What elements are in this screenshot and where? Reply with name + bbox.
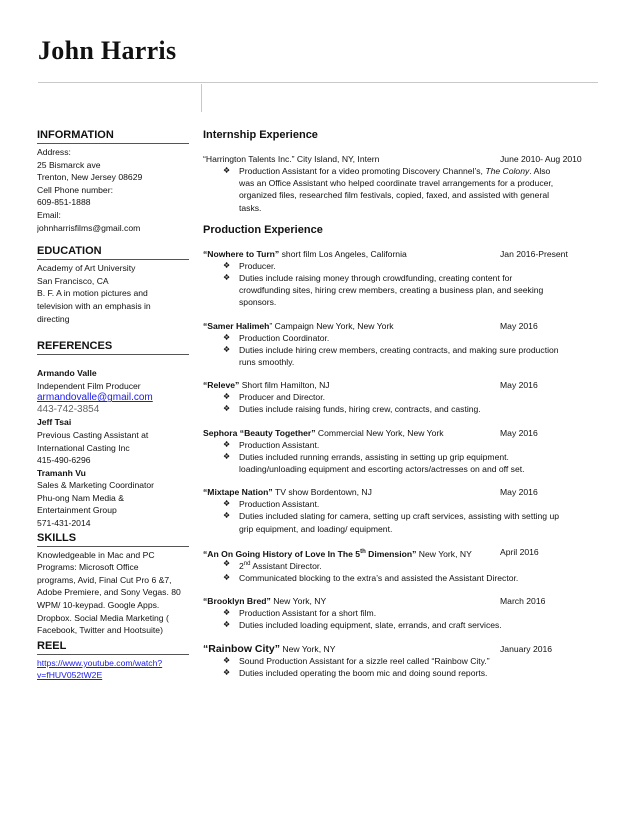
bullet-icon: ❖ xyxy=(223,273,231,283)
job-header xyxy=(203,643,601,655)
production-entries xyxy=(203,248,601,679)
bullet-item xyxy=(203,332,601,344)
job-date: January 2016 xyxy=(500,643,553,654)
education-heading: EDUCATION xyxy=(37,245,189,260)
bullet-continuation: tasks. xyxy=(239,202,262,213)
bullet-item xyxy=(203,165,601,177)
bullet-icon: ❖ xyxy=(223,572,231,582)
bullet-icon: ❖ xyxy=(223,260,231,270)
education-line: B. F. A in motion pictures and xyxy=(37,288,148,299)
bullet-item xyxy=(203,344,601,356)
info-line: Cell Phone number: xyxy=(37,184,113,195)
reel-link-line: v=fHUV052tW2E xyxy=(37,670,103,681)
bullet-text: 2 xyxy=(239,560,244,571)
references-heading: REFERENCES xyxy=(37,340,189,355)
bullet-continuation: crowdfunding sites, hiring crew members, creating a business plan, and seeking xyxy=(239,285,544,296)
info-line: Trenton, New Jersey 08629 xyxy=(37,172,143,183)
bullet-text: Duties included operating the boom mic and doing sound reports. xyxy=(239,667,488,678)
info-line: Email: xyxy=(37,209,61,220)
bullet-text: . Also xyxy=(529,166,551,176)
job-title xyxy=(203,595,326,607)
production-job xyxy=(203,595,601,631)
bullet-icon: ❖ xyxy=(223,511,231,521)
ref2-block xyxy=(37,429,189,467)
bullet-sup-text: nd xyxy=(243,560,251,567)
job-header xyxy=(203,486,601,498)
production-job xyxy=(203,546,601,584)
production-heading: Production Experience xyxy=(203,223,323,236)
reel-link[interactable] xyxy=(37,657,189,682)
job-detail: New York, NY xyxy=(416,548,472,559)
ref2-name: Jeff Tsai xyxy=(37,417,72,428)
bullet-item xyxy=(203,510,601,522)
bullet-text: Producer. xyxy=(239,260,276,271)
job-detail: short film Los Angeles, California xyxy=(279,248,407,259)
ref3-line: Phu-ong Nam Media & xyxy=(37,492,124,503)
education-line: directing xyxy=(37,313,70,324)
job-header xyxy=(203,320,601,332)
job-title xyxy=(203,379,330,391)
production-job xyxy=(203,248,601,309)
job-detail: New York, NY xyxy=(280,643,336,654)
reel-heading: REEL xyxy=(37,640,189,655)
job-name-sup: th xyxy=(360,548,366,555)
reel-link-line: https://www.youtube.com/watch? xyxy=(37,657,163,668)
bullet-continuation: runs smoothly. xyxy=(239,357,295,368)
internship-entry xyxy=(203,153,601,214)
job-name: “Brooklyn Bred” xyxy=(203,596,271,607)
bullet-item xyxy=(203,558,601,572)
bullet-icon: ❖ xyxy=(223,404,231,414)
bullet-icon: ❖ xyxy=(223,166,231,175)
info-line: 609-851-1888 xyxy=(37,197,91,208)
ref3-line: 571-431-2014 xyxy=(37,518,91,529)
bullet-item xyxy=(203,403,601,415)
column-divider-mark xyxy=(201,84,202,112)
production-job xyxy=(203,320,601,369)
info-line: Address: xyxy=(37,147,71,157)
bullet-item xyxy=(203,439,601,451)
bullet-continuation: was an Office Assistant who helped coordinate travel arrangements for a producer, xyxy=(239,178,554,189)
skills-block xyxy=(37,549,189,637)
bullet-continuation: loading/unloading equipment and escorting actors/actresses on and off set. xyxy=(239,464,525,475)
job-title xyxy=(203,320,394,332)
bullet-icon: ❖ xyxy=(223,451,231,461)
job-name: Sephora “Beauty Together” xyxy=(203,427,316,438)
job-header xyxy=(203,153,601,165)
resume-name: John Harris xyxy=(38,36,177,65)
bullet-text: Sound Production Assistant for a sizzle reel called “Rainbow City.” xyxy=(239,655,490,666)
bullet-item xyxy=(203,391,601,403)
job-detail: New York, NY xyxy=(270,596,327,607)
production-job xyxy=(203,486,601,535)
bullet-item xyxy=(203,451,601,463)
ref1-email-link[interactable]: armandovalle@gmail.com xyxy=(37,392,153,404)
ref3-block xyxy=(37,479,189,529)
bullet-icon: ❖ xyxy=(223,620,231,630)
skills-line: Facebook, Twitter and Hootsuite) xyxy=(37,625,163,636)
job-title: “Harrington Talents Inc.” City Island, NY, Intern xyxy=(203,154,380,164)
bullet-continuation: grip equipment, and loading/ equipment. xyxy=(239,523,393,534)
ref3-line: Entertainment Group xyxy=(37,505,117,516)
bullet-text: Duties included slating for camera, setting up craft services, assisting with setting up xyxy=(239,511,560,522)
job-header xyxy=(203,546,601,558)
bullet-icon: ❖ xyxy=(223,344,231,354)
production-job xyxy=(203,643,601,679)
info-line: johnharrisfilms@gmail.com xyxy=(37,222,141,233)
education-line: San Francisco, CA xyxy=(37,275,109,286)
ref1-phone: 443-742-3854 xyxy=(37,404,100,416)
job-header xyxy=(203,379,601,391)
ref3-name: Tramanh Vu xyxy=(37,467,86,478)
bullet-text: Production Assistant for a short film. xyxy=(239,608,377,619)
bullet-item xyxy=(203,498,601,510)
job-detail: TV show Bordentown, NJ xyxy=(272,487,372,498)
bullet-icon: ❖ xyxy=(223,332,231,342)
production-job xyxy=(203,427,601,476)
bullet-text: Communicated blocking to the extra’s and assisted the Assistant Director. xyxy=(239,572,519,583)
bullet-item xyxy=(203,272,601,284)
job-date: April 2016 xyxy=(500,546,539,557)
job-name: “Samer Halimeh xyxy=(203,320,270,331)
job-title xyxy=(203,248,407,260)
education-line: television with an emphasis in xyxy=(37,300,151,311)
left-column xyxy=(37,129,189,682)
bullet-icon: ❖ xyxy=(223,608,231,618)
bullet-text: Duties included loading equipment, slate, errands, and craft services. xyxy=(239,620,502,631)
skills-heading: SKILLS xyxy=(37,532,189,547)
skills-line: WPM/ 10-keypad. Google Apps. xyxy=(37,600,160,611)
info-line: 25 Bismarck ave xyxy=(37,159,101,170)
job-detail: ” Campaign New York, New York xyxy=(269,320,394,331)
bullet-text: Duties include raising funds, hiring crew, contracts, and casting. xyxy=(239,404,481,415)
bullet-continuation: sponsors. xyxy=(239,297,277,308)
job-name: “An On Going History of Love In The 5 xyxy=(203,548,361,559)
header-divider xyxy=(38,82,598,83)
skills-line: programs, Avid, Final Cut Pro 6 &7, xyxy=(37,574,172,585)
job-date: Jan 2016-Present xyxy=(500,248,568,259)
education-line: Academy of Art University xyxy=(37,263,136,274)
job-date: May 2016 xyxy=(500,320,538,331)
job-date: June 2010- Aug 2010 xyxy=(500,154,582,164)
job-name-cont: Dimension” xyxy=(365,548,417,559)
ref3-line: Sales & Marketing Coordinator xyxy=(37,480,155,491)
bullet-continuation: organized files, researched film festivals, copied, faxed, and assisted with general xyxy=(239,190,550,201)
job-title xyxy=(203,486,372,498)
bullet-text: Production Assistant for a video promoting Discovery Channel’s, xyxy=(239,166,486,176)
skills-line: Adobe Premiere, and Sony Vegas. 80 xyxy=(37,587,181,598)
production-job xyxy=(203,379,601,415)
job-detail: Commercial New York, New York xyxy=(315,427,444,438)
job-title xyxy=(203,643,335,655)
job-header xyxy=(203,248,601,260)
job-date: May 2016 xyxy=(500,487,538,498)
job-name: “Nowhere to Turn” xyxy=(203,248,280,259)
bullet-icon: ❖ xyxy=(223,499,231,509)
bullet-text: Production Assistant. xyxy=(239,499,320,510)
bullet-text: Producer and Director. xyxy=(239,392,325,403)
job-name: “Releve” xyxy=(203,380,240,391)
bullet-icon: ❖ xyxy=(223,667,231,677)
ref2-line: International Casting Inc xyxy=(37,442,130,453)
bullet-text: Duties included running errands, assisting in setting up grip equipment. xyxy=(239,451,509,462)
bullet-icon: ❖ xyxy=(223,558,231,568)
education-block xyxy=(37,262,189,325)
right-column xyxy=(203,129,601,679)
bullet-icon: ❖ xyxy=(223,392,231,402)
bullet-item xyxy=(203,260,601,272)
ref1-title: Independent Film Producer xyxy=(37,380,141,391)
bullet-item xyxy=(203,619,601,631)
internship-heading: Internship Experience xyxy=(203,129,318,141)
bullet-text: Duties include raising money through crowdfunding, creating content for xyxy=(239,273,513,284)
bullet-item xyxy=(203,655,601,667)
bullet-icon: ❖ xyxy=(223,655,231,665)
job-date: May 2016 xyxy=(500,427,538,438)
info-heading: INFORMATION xyxy=(37,129,189,144)
bullet-item xyxy=(203,572,601,584)
bullet-icon: ❖ xyxy=(223,439,231,449)
bullet-item xyxy=(203,667,601,679)
job-name: “Rainbow City” xyxy=(203,642,281,655)
info-block xyxy=(37,146,189,234)
ref1-name: Armando Valle xyxy=(37,368,97,379)
skills-line: Knowledgeable in Mac and PC xyxy=(37,549,155,560)
skills-line: Dropbox. Social Media Marketing ( xyxy=(37,612,169,623)
job-date: March 2016 xyxy=(500,596,546,607)
job-header xyxy=(203,427,601,439)
bullet-text: Production Assistant. xyxy=(239,439,320,450)
bullet-text: Production Coordinator. xyxy=(239,332,330,343)
ref2-line: Previous Casting Assistant at xyxy=(37,429,149,440)
ref2-line: 415-490-6296 xyxy=(37,455,91,466)
job-name: “Mixtape Nation” xyxy=(203,487,273,498)
bullet-text: Assistant Director. xyxy=(250,560,322,571)
bullet-text: Duties include hiring crew members, creating contracts, and making sure production xyxy=(239,344,559,355)
job-title xyxy=(203,427,444,439)
bullet-item xyxy=(203,607,601,619)
job-header xyxy=(203,595,601,607)
job-date: May 2016 xyxy=(500,380,538,391)
job-detail: Short film Hamilton, NJ xyxy=(239,380,330,391)
bullet-italic-text: The Colony xyxy=(485,166,530,176)
skills-line: Programs: Microsoft Office xyxy=(37,562,139,573)
